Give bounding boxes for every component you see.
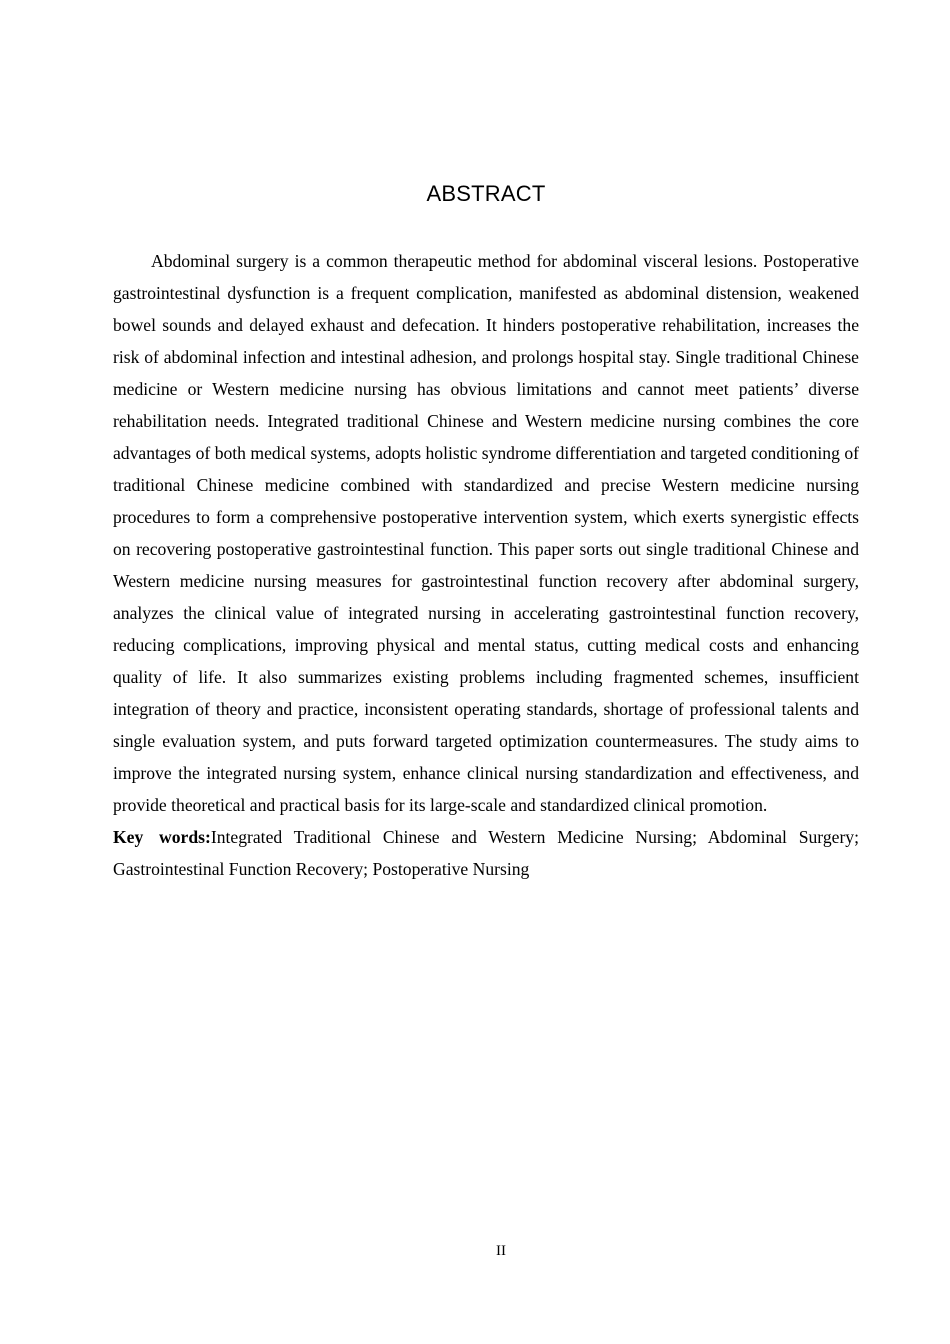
abstract-body <box>113 245 859 885</box>
keywords-text: Integrated Traditional Chinese and Western Medicine Nursing; Abdominal Surgery; Gastrointestinal Function Recovery; Postoperative Nursing <box>113 827 859 879</box>
keywords-label: Key words: <box>113 827 211 847</box>
abstract-paragraph: Abdominal surgery is a common therapeutic method for abdominal visceral lesions. Postoperative gastrointestinal dysfunction is a frequent complication, manifested as abdominal distension, weakened bowel sounds and delayed exhaust and defecation. It hinders postoperative rehabilitation, increases the risk of abdominal infection and intestinal adhesion, and prolongs hospital stay. Single traditional Chinese medicine or Western medicine nursing has obvious limitations and cannot meet patients’ diverse rehabilitation needs. Integrated traditional Chinese and Western medicine nursing combines the core advantages of both medical systems, adopts holistic syndrome differentiation and targeted conditioning of traditional Chinese medicine combined with standardized and precise Western medicine nursing procedures to form a comprehensive postoperative intervention system, which exerts synergistic effects on recovering postoperative gastrointestinal function. This paper sorts out single traditional Chinese and Western medicine nursing measures for gastrointestinal function recovery after abdominal surgery, analyzes the clinical value of integrated nursing in accelerating gastrointestinal function recovery, reducing complications, improving physical and mental status, cutting medical costs and enhancing quality of life. It also summarizes existing problems including fragmented schemes, insufficient integration of theory and practice, inconsistent operating standards, shortage of professional talents and single evaluation system, and puts forward targeted optimization countermeasures. The study aims to improve the integrated nursing system, enhance clinical nursing standardization and effectiveness, and provide theoretical and practical basis for its large-scale and standardized clinical promotion. <box>113 251 859 815</box>
keywords-line <box>113 821 859 885</box>
abstract-heading: ABSTRACT <box>426 181 546 206</box>
page-number: II <box>496 1243 506 1259</box>
